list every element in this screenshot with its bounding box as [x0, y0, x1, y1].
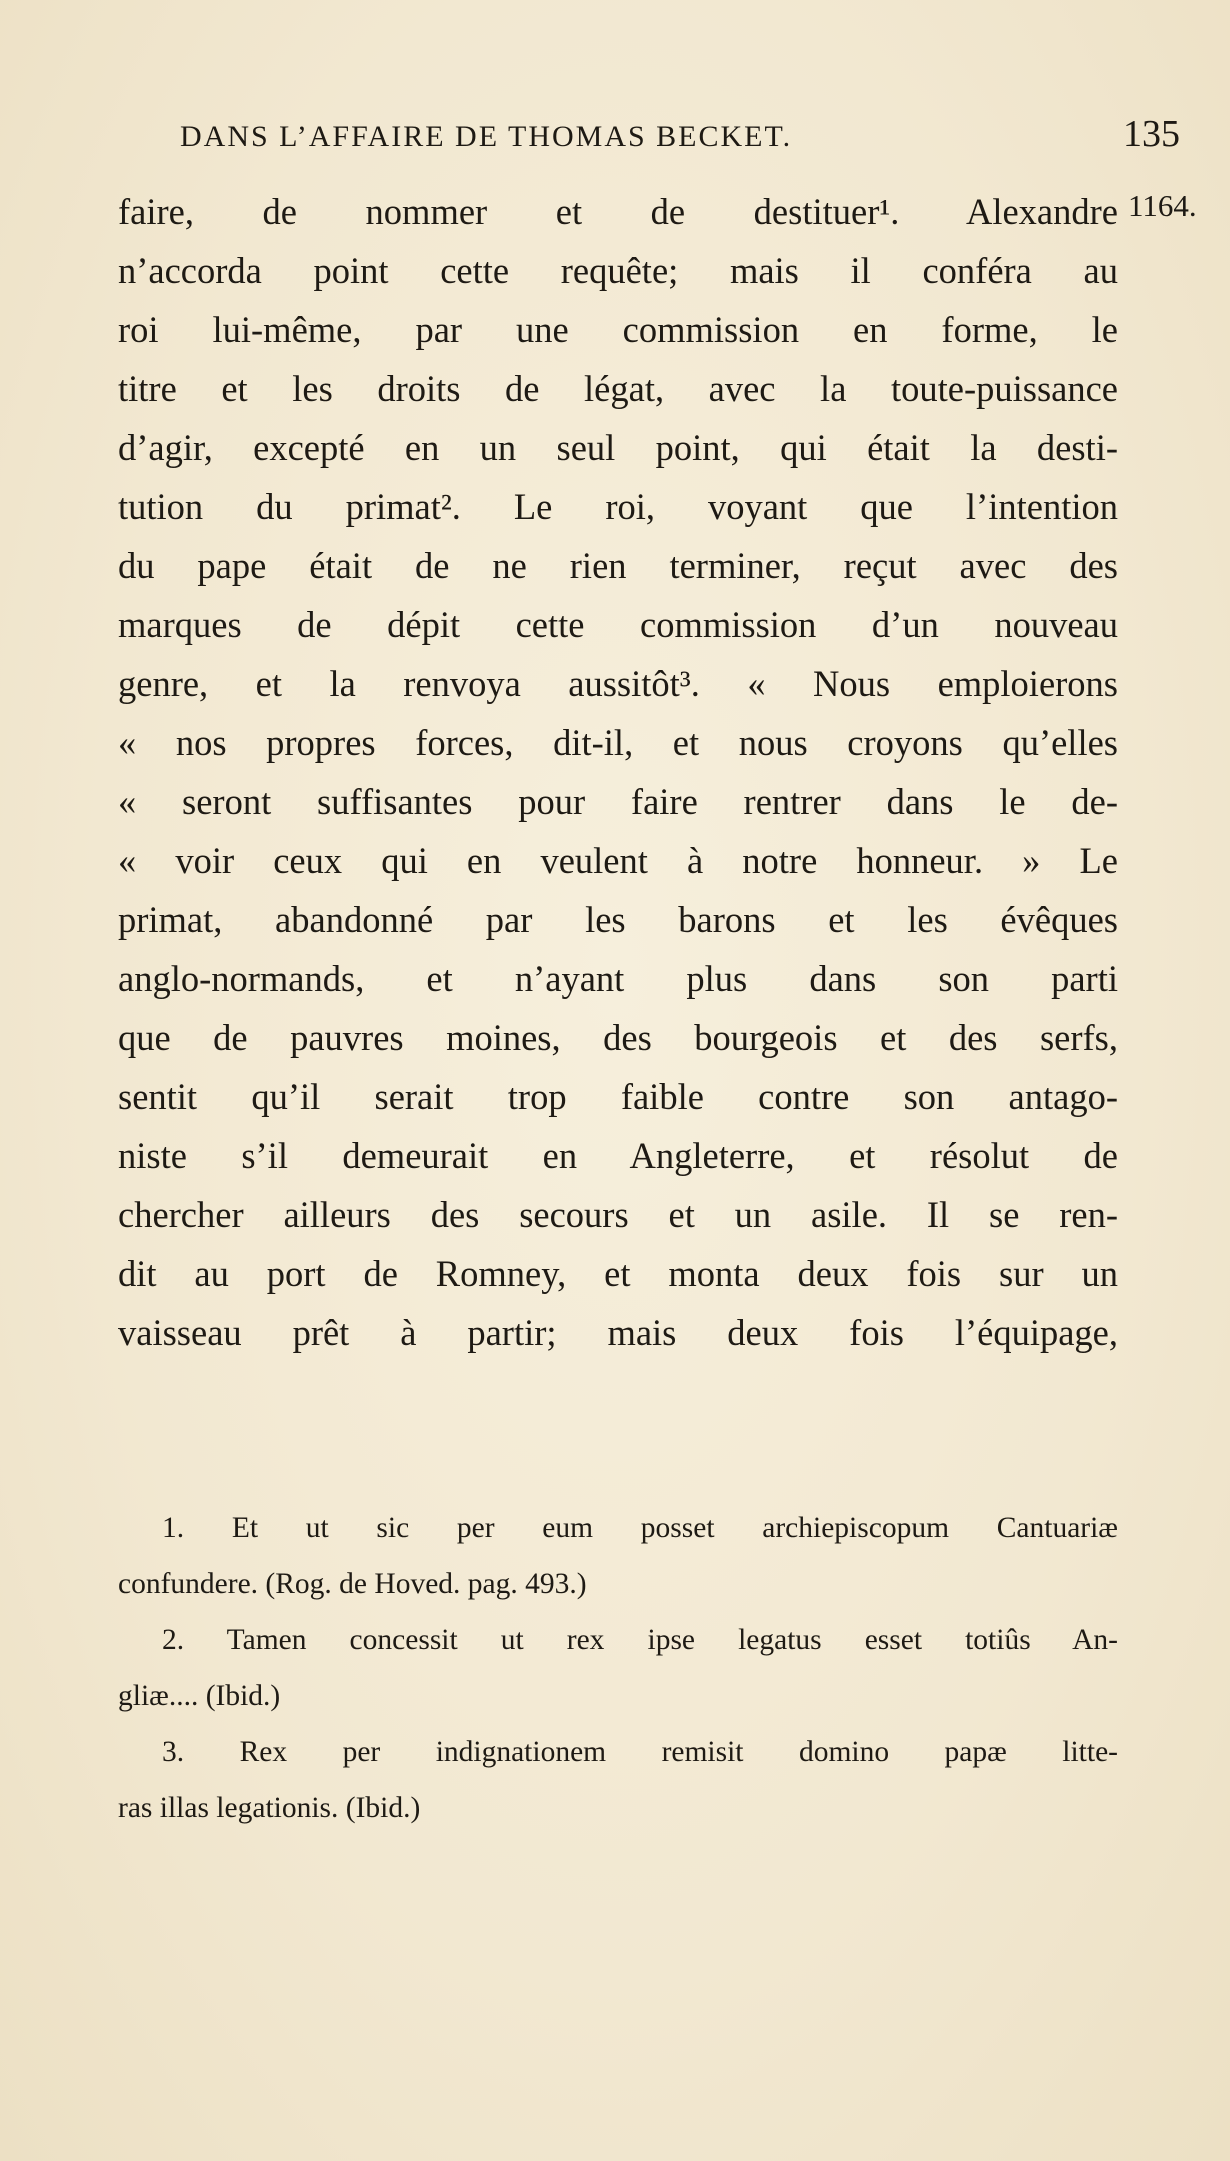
- margin-year-note: 1164.: [1128, 188, 1197, 223]
- footnote-line: gliæ.... (Ibid.): [118, 1680, 281, 1712]
- body-line: faire, de nommer et de destituer¹. Alexandre: [118, 191, 1118, 232]
- body-line: « nos propres forces, dit-il, et nous croyons qu’elles: [118, 722, 1118, 763]
- body-line: roi lui-même, par une commission en forme, le: [118, 309, 1118, 350]
- footnote-line: ras illas legationis. (Ibid.): [118, 1792, 421, 1824]
- body-line: n’accorda point cette requête; mais il conféra au: [118, 250, 1118, 291]
- page-number: 135: [1123, 113, 1180, 155]
- footnote-line: 1. Et ut sic per eum posset archiepiscopum Cantuariæ: [162, 1512, 1118, 1544]
- body-line: titre et les droits de légat, avec la toute-puissance: [118, 368, 1118, 409]
- footnotes: [118, 1500, 1118, 1836]
- body-line: genre, et la renvoya aussitôt³. « Nous emploierons: [118, 663, 1118, 704]
- footnote-line: 3. Rex per indignationem remisit domino papæ litte-: [162, 1736, 1118, 1768]
- footnote-line: confundere. (Rog. de Hoved. pag. 493.): [118, 1568, 587, 1600]
- body-line: sentit qu’il serait trop faible contre son antago-: [118, 1076, 1118, 1117]
- body-line: chercher ailleurs des secours et un asile. Il se ren-: [118, 1194, 1118, 1235]
- body-line: que de pauvres moines, des bourgeois et des serfs,: [118, 1017, 1118, 1058]
- body-line: primat, abandonné par les barons et les évêques: [118, 899, 1118, 940]
- body-line: marques de dépit cette commission d’un nouveau: [118, 604, 1118, 645]
- body-line: anglo-normands, et n’ayant plus dans son parti: [118, 958, 1118, 999]
- running-head: [180, 112, 1180, 160]
- footnote-line: 2. Tamen concessit ut rex ipse legatus esset totiûs An-: [162, 1624, 1118, 1656]
- body-line: dit au port de Romney, et monta deux fois sur un: [118, 1253, 1118, 1294]
- body-line: vaisseau prêt à partir; mais deux fois l’équipage,: [118, 1312, 1118, 1353]
- body-line: « voir ceux qui en veulent à notre honneur. » Le: [118, 840, 1118, 881]
- body-line: du pape était de ne rien terminer, reçut avec des: [118, 545, 1118, 586]
- body-text: [118, 182, 1118, 1362]
- body-line: niste s’il demeurait en Angleterre, et résolut de: [118, 1135, 1118, 1176]
- body-line: « seront suffisantes pour faire rentrer dans le de-: [118, 781, 1118, 822]
- body-line: d’agir, excepté en un seul point, qui était la desti-: [118, 427, 1118, 468]
- body-line: tution du primat². Le roi, voyant que l’intention: [118, 486, 1118, 527]
- running-title: DANS L’AFFAIRE DE THOMAS BECKET.: [180, 120, 793, 153]
